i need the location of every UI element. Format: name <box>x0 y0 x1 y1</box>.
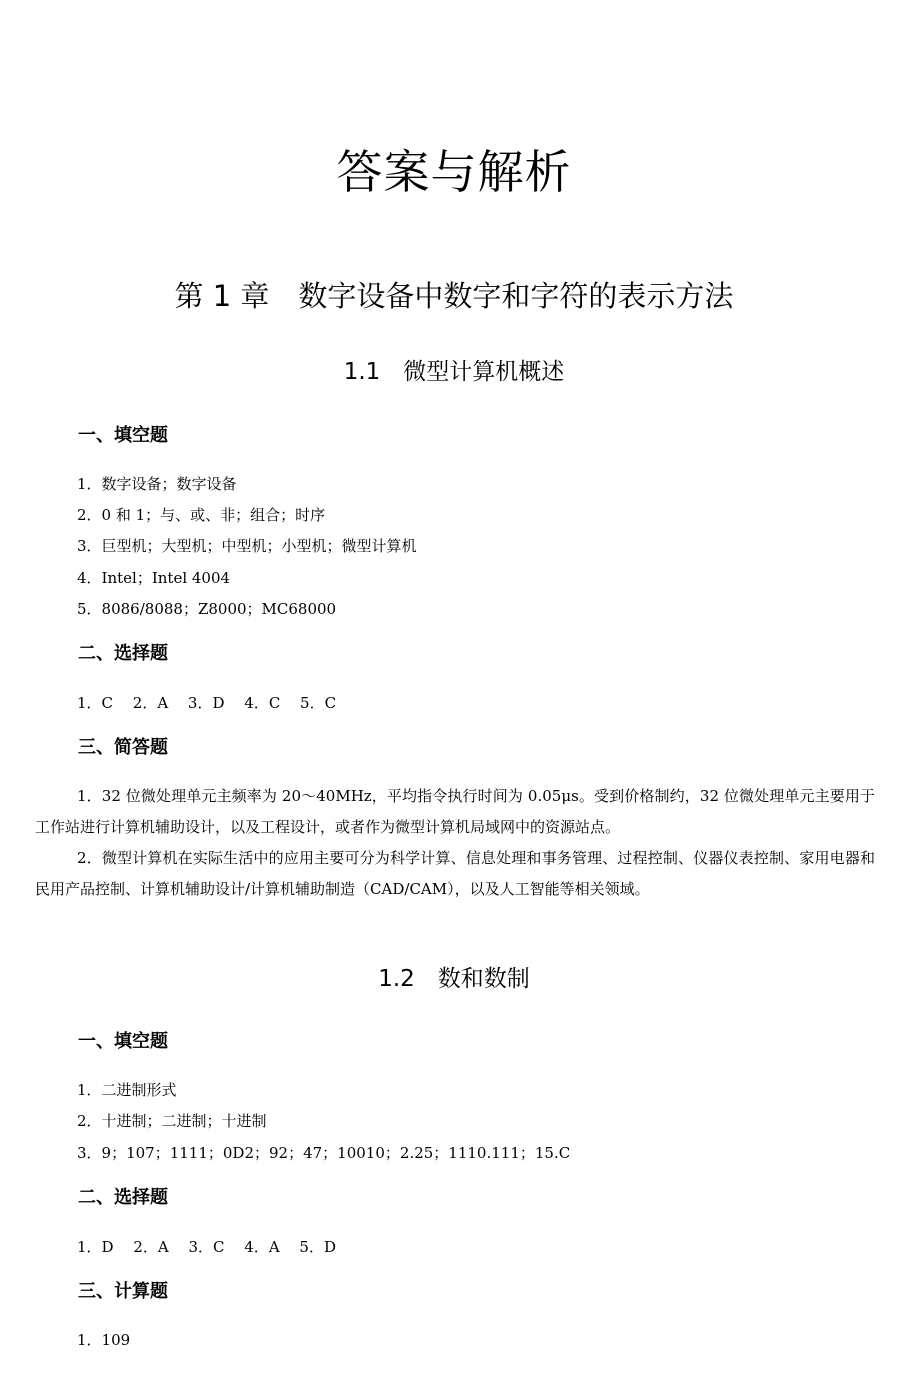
chapter-title: 第 1 章 数字设备中数字和字符的表示方法 <box>174 279 734 313</box>
answer-item: 4．Intel；Intel 4004 <box>77 569 231 587</box>
short-answer-paragraph: 2．微型计算机在实际生活中的应用主要可分为科学计算、信息处理和事务管理、过程控制、仪器仪表控制、家用电器和民用产品控制、计算机辅助设计/计算机辅助制造（CAD/CAM），以及人工智能等相关领域。 <box>35 849 875 898</box>
subsection-calc-1-2: 三、计算题 <box>78 1281 168 1302</box>
subsection-fill-blank-1-1: 一、填空题 <box>78 425 168 446</box>
choice-answers-1-2: 1．D 2．A 3．C 4．A 5．D <box>77 1238 336 1256</box>
answer-item: 1．数字设备；数字设备 <box>77 475 237 493</box>
answer-item: 1．二进制形式 <box>77 1081 177 1099</box>
answer-item: 1．109 <box>77 1331 131 1349</box>
section-title-1-2: 1.2 数和数制 <box>378 966 530 992</box>
short-answer-paragraph: 1．32 位微处理单元主频率为 20～40MHz，平均指令执行时间为 0.05μs。受到价格制约，32 位微处理单元主要用于工作站进行计算机辅助设计，以及工程设计，或者作为微型计算机局域网中的资源站点。 <box>35 787 875 836</box>
answer-item: 5．8086/8088；Z8000；MC68000 <box>77 600 337 618</box>
subsection-choice-1-1: 二、选择题 <box>78 643 168 664</box>
answer-item: 3．巨型机；大型机；中型机；小型机；微型计算机 <box>77 537 417 555</box>
answer-item: 2．0 和 1；与、或、非；组合；时序 <box>77 506 326 524</box>
subsection-short-answer-1-1: 三、简答题 <box>78 737 168 758</box>
subsection-fill-blank-1-2: 一、填空题 <box>78 1031 168 1052</box>
section-title-1-1: 1.1 微型计算机概述 <box>343 359 565 385</box>
main-title: 答案与解析 <box>336 145 572 199</box>
subsection-choice-1-2: 二、选择题 <box>78 1187 168 1208</box>
answer-item: 3．9；107；1111；0D2；92；47；10010；2.25；1110.111；15.C <box>77 1144 571 1162</box>
choice-answers-1-1: 1．C 2．A 3．D 4．C 5．C <box>77 694 337 712</box>
answer-item: 2．十进制；二进制；十进制 <box>77 1112 267 1130</box>
